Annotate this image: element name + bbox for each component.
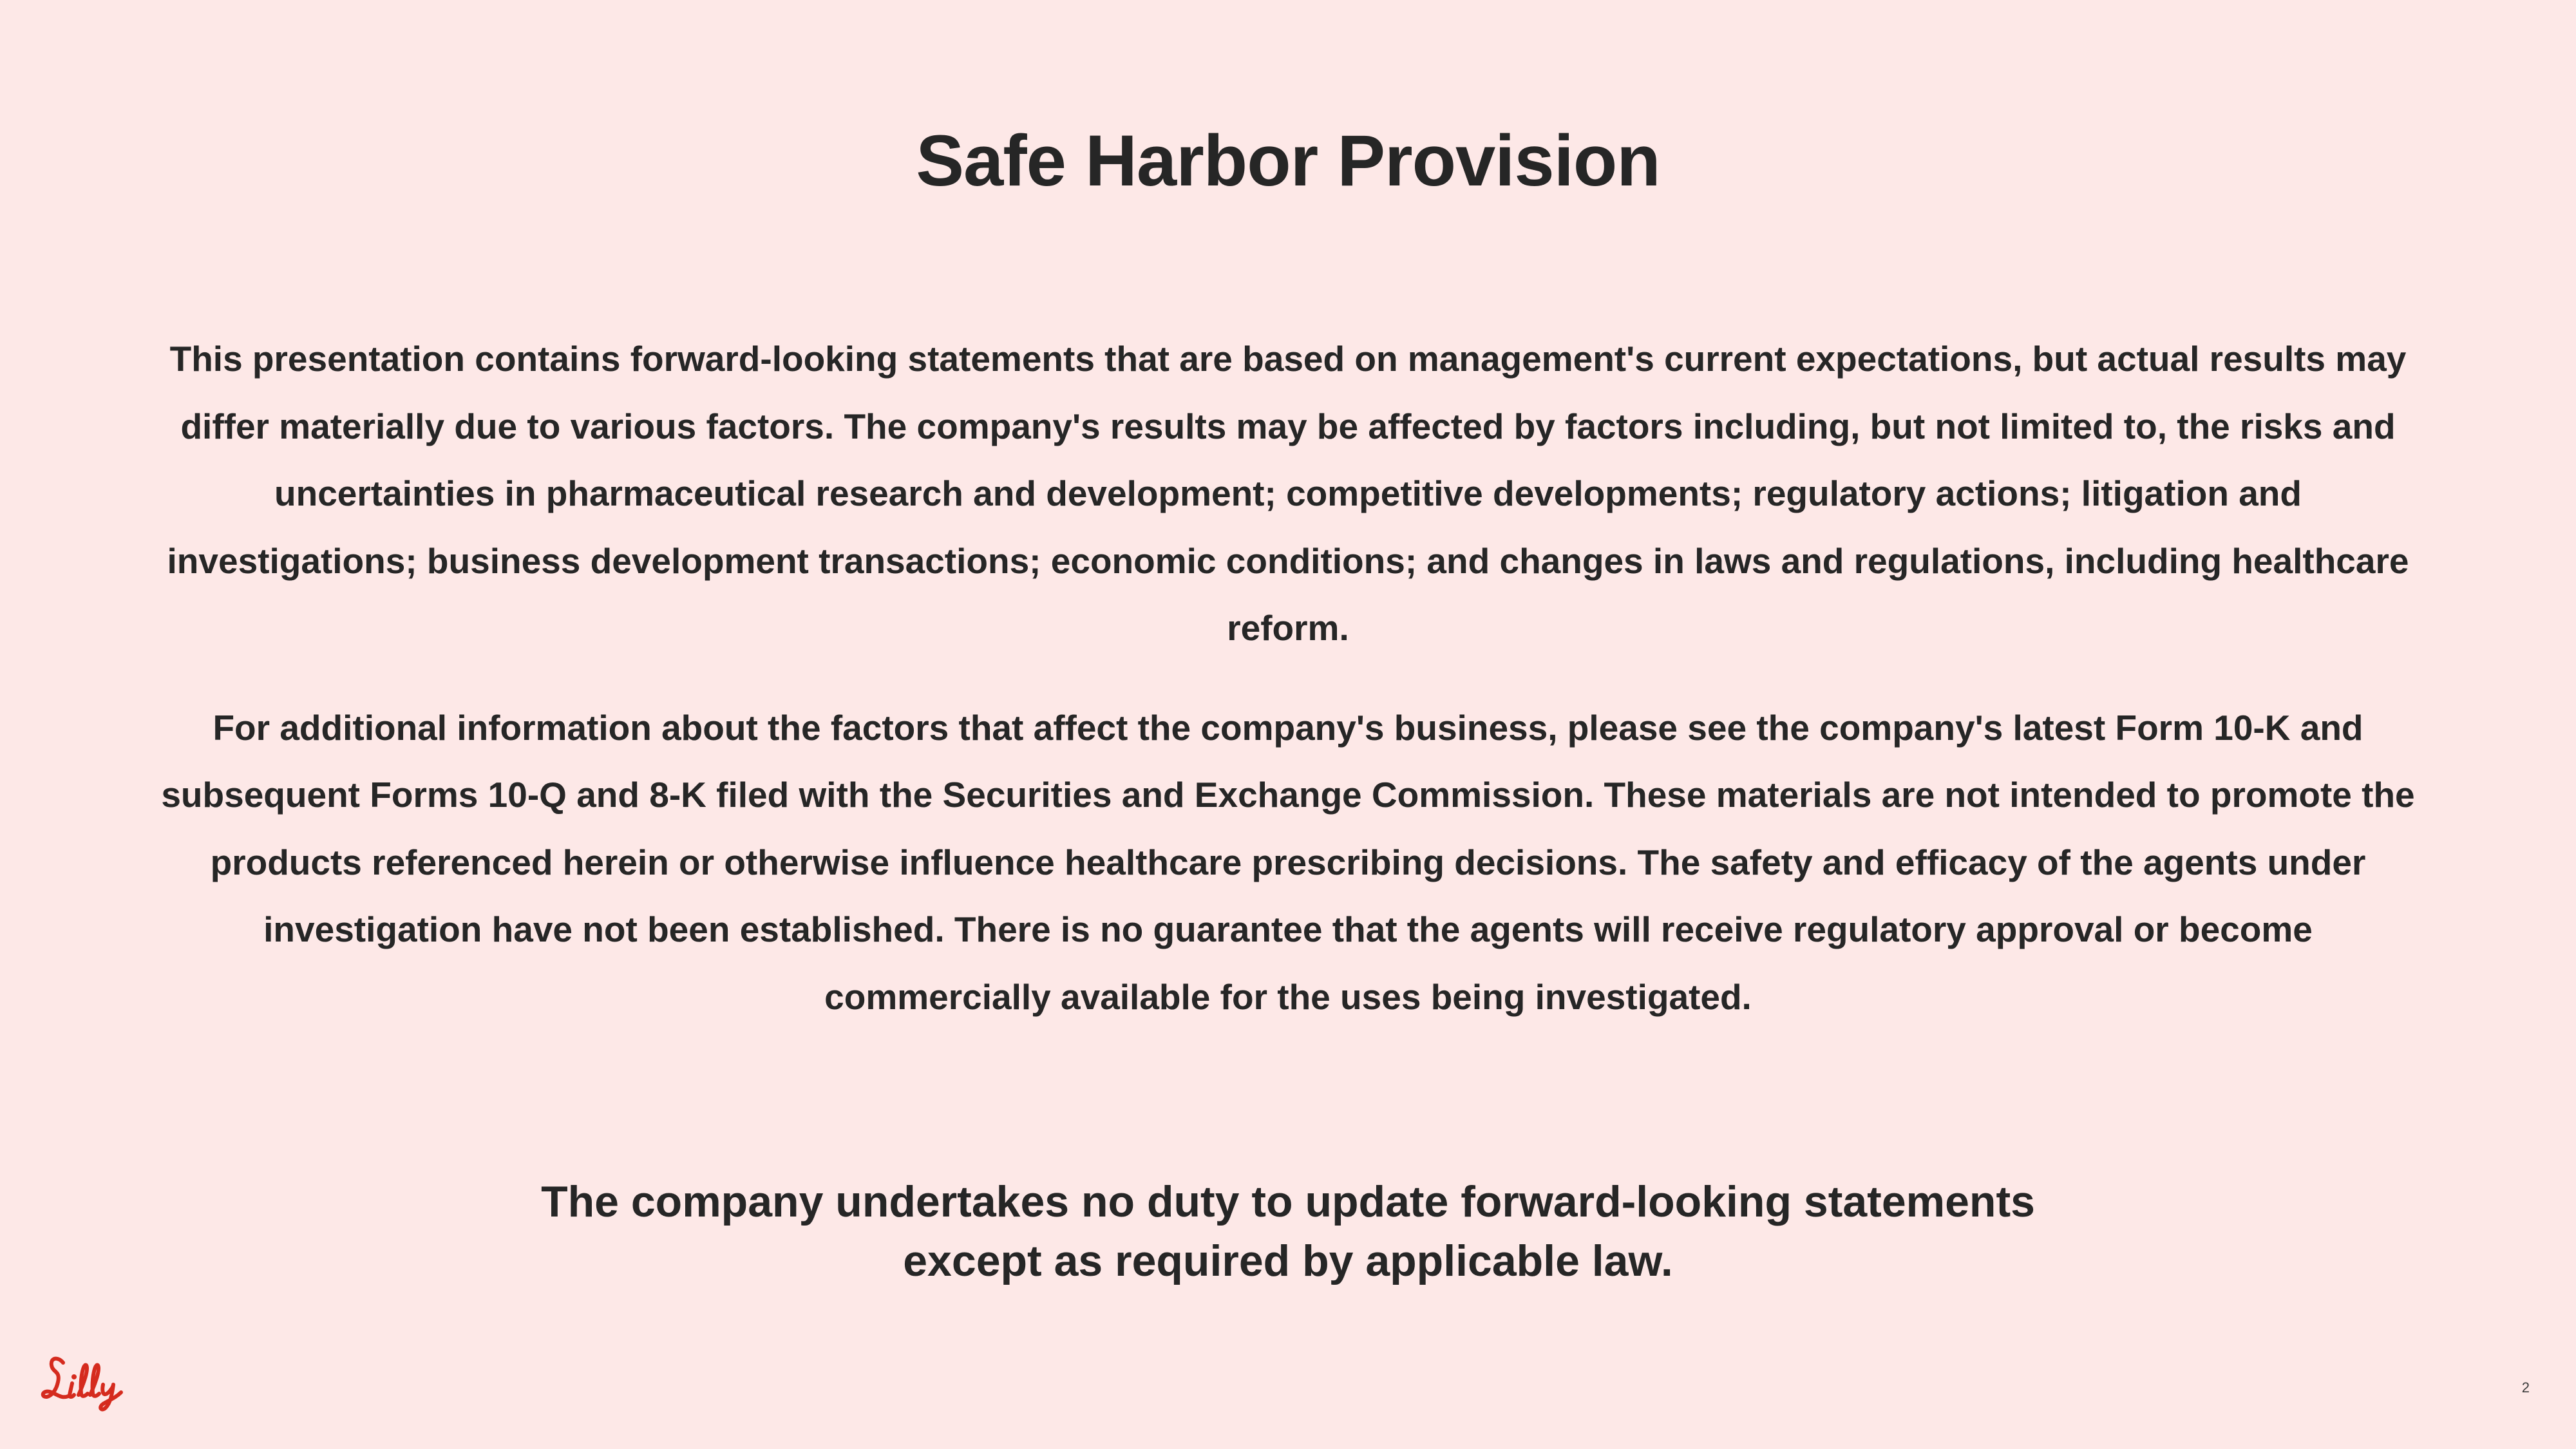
- page-number: 2: [2521, 1379, 2530, 1396]
- disclaimer-line-1: The company undertakes no duty to update forward-looking statements: [541, 1177, 2035, 1226]
- lilly-logo: [39, 1351, 148, 1412]
- body-text: [161, 325, 2415, 1030]
- additional-info-paragraph: For additional information about the factors that affect the company's business, please see the company's latest Form 10-K and subsequent Forms 10-Q and 8-K filed with the Securities and Exchange Commission. These materials are not intended to promote the products referenced herein or otherwise influence healthcare prescribing decisions. The safety and efficacy of the agents under investigation have not been established. There is no guarantee that the agents will receive regulatory approval or become commercially available for the uses being investigated.: [161, 707, 2415, 1017]
- disclaimer-line-2: except as required by applicable law.: [903, 1236, 1673, 1285]
- forward-looking-paragraph: This presentation contains forward-looking statements that are based on management's current expectations, but actual results may differ materially due to various factors. The company's results may be affected by factors including, but not limited to, the risks and uncertainties in pharmaceutical research and development; competitive developments; regulatory actions; litigation and investigations; business development transactions; economic conditions; and changes in laws and regulations, including healthcare reform.: [167, 339, 2409, 648]
- disclaimer: [258, 1172, 2318, 1291]
- slide-title: Safe Harbor Provision: [916, 120, 1660, 201]
